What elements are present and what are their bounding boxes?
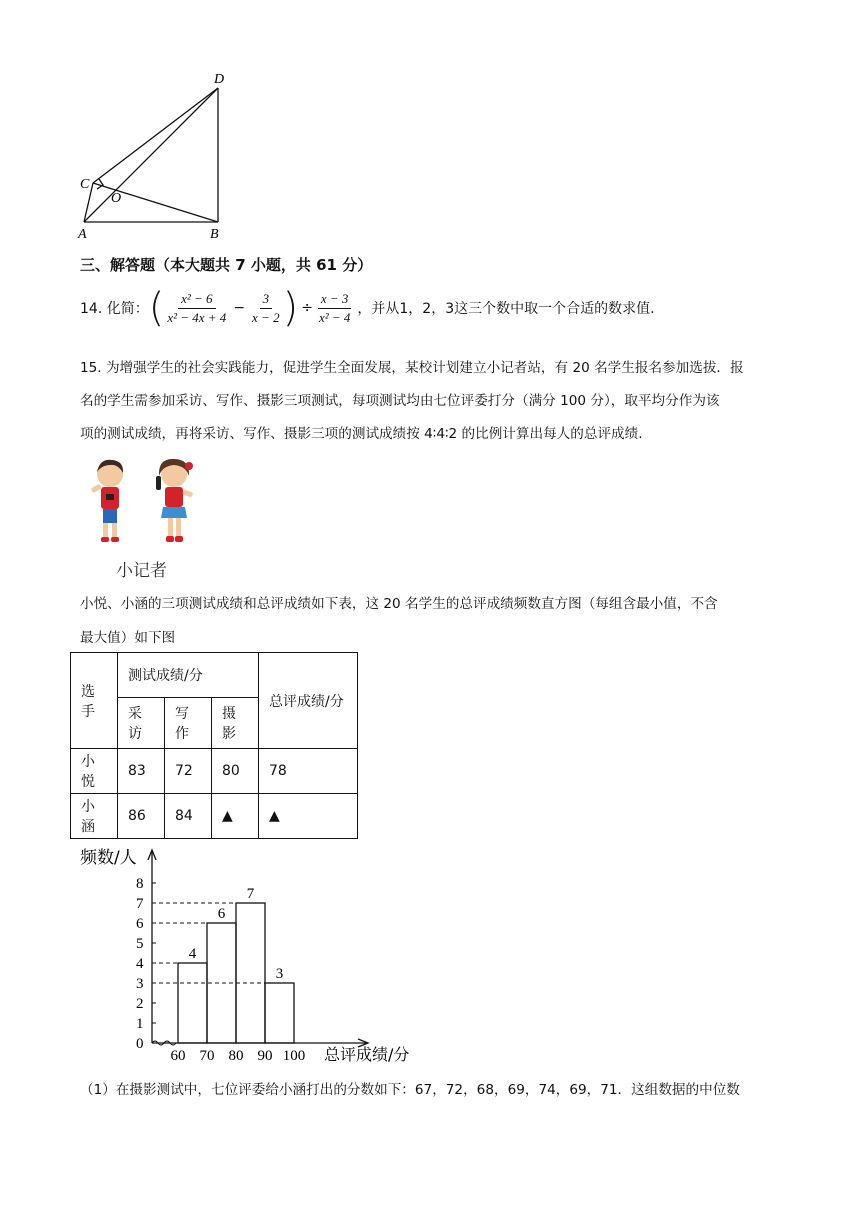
y-tick-label: 2 <box>136 996 144 1012</box>
x-tick-label: 60 <box>170 1048 186 1064</box>
header-total-score: 总评成绩/分 <box>259 653 358 749</box>
header-photography: 摄影 <box>212 698 259 749</box>
q15-line-2: 名的学生需参加采访、写作、摄影三项测试，每项测试均由七位评委打分（满分 100 分），取平均分作为该 <box>80 393 720 409</box>
fraction-2-denominator: x − 2 <box>252 309 280 325</box>
q14-tail: ，并从1，2，3这三个数中取一个合适的数求值. <box>357 301 655 317</box>
row-name: 小悦 <box>71 749 118 794</box>
fraction-1 <box>164 291 229 326</box>
section-heading: 三、解答题（本大题共 7 小题，共 61 分） <box>80 256 373 274</box>
y-tick-label: 3 <box>136 976 144 992</box>
x-tick-label: 80 <box>228 1048 244 1064</box>
q14-number: 14. 化简： <box>80 301 149 317</box>
histogram-bar <box>178 963 207 1043</box>
row-name: 小涵 <box>71 794 118 839</box>
q15-intro-2: 最大值）如下图 <box>80 630 176 646</box>
x-tick-label: 70 <box>199 1048 215 1064</box>
scores-table <box>70 652 358 839</box>
y-tick-label: 4 <box>136 956 144 972</box>
y-tick-label: 8 <box>136 876 144 892</box>
q15-part-1: （1）在摄影测试中，七位评委给小涵打出的分数如下：67，72，68，69，74，69，71．这组数据的中位数 <box>80 1082 740 1098</box>
q15-line-1: 15. 为增强学生的社会实践能力，促进学生全面发展，某校计划建立小记者站，有 20 名学生报名参加选拔．报 <box>80 360 744 376</box>
geometry-figure <box>70 66 240 242</box>
fraction-2-numerator: 3 <box>260 291 273 309</box>
paren-left: ( <box>148 285 165 331</box>
division-sign: ÷ <box>301 300 313 316</box>
label-O: O <box>111 191 122 206</box>
x-tick-label: 90 <box>257 1048 273 1064</box>
y-tick-label: 5 <box>136 936 144 952</box>
histogram-bar <box>236 903 265 1043</box>
question-14 <box>80 285 655 331</box>
illustration-caption: 小记者 <box>116 561 167 581</box>
header-test-scores: 测试成绩/分 <box>118 653 259 698</box>
table-row <box>71 749 358 794</box>
fraction-3-numerator: x − 3 <box>318 291 352 309</box>
paren-right: ) <box>282 285 299 331</box>
fraction-3-denominator: x² − 4 <box>318 309 351 325</box>
row-interview: 83 <box>118 749 165 794</box>
y-tick-label: 7 <box>136 896 144 912</box>
label-A: A <box>78 227 87 242</box>
row-total: ▲ <box>259 794 358 839</box>
bar-value-label: 6 <box>217 906 226 922</box>
fraction-3 <box>316 291 353 326</box>
row-writing: 84 <box>165 794 212 839</box>
minus-sign: − <box>233 300 246 316</box>
row-total: 78 <box>259 749 358 794</box>
label-D: D <box>214 72 225 87</box>
bar-value-label: 7 <box>246 886 255 902</box>
x-tick-label: 100 <box>282 1048 306 1064</box>
q15-intro-1: 小悦、小涵的三项测试成绩和总评成绩如下表，这 20 名学生的总评成绩频数直方图（每组含最小值，不含 <box>80 596 718 612</box>
y-axis-label: 频数/人 <box>80 848 137 868</box>
row-photography: ▲ <box>212 794 259 839</box>
y-tick-label: 6 <box>136 916 144 932</box>
frequency-histogram <box>70 840 440 1068</box>
fraction-1-numerator: x² − 6 <box>178 291 215 309</box>
row-photography: 80 <box>212 749 259 794</box>
header-player: 选手 <box>71 653 118 749</box>
label-C: C <box>80 177 90 192</box>
row-writing: 72 <box>165 749 212 794</box>
fraction-1-denominator: x² − 4x + 4 <box>167 309 227 325</box>
bar-value-label: 3 <box>275 966 284 982</box>
row-interview: 86 <box>118 794 165 839</box>
table-row <box>71 794 358 839</box>
x-axis-label: 总评成绩/分 <box>324 1045 410 1064</box>
label-B: B <box>210 227 219 242</box>
header-interview: 采访 <box>118 698 165 749</box>
reporter-illustration <box>88 456 208 548</box>
header-writing: 写作 <box>165 698 212 749</box>
y-tick-label: 1 <box>136 1016 144 1032</box>
histogram-bar <box>265 983 294 1043</box>
q15-line-3: 项的测试成绩，再将采访、写作、摄影三项的测试成绩按 4∶4∶2 的比例计算出每人的总评成绩. <box>80 426 643 442</box>
fraction-2 <box>249 291 283 326</box>
y-tick-label: 0 <box>136 1036 144 1052</box>
bar-value-label: 4 <box>188 946 197 962</box>
